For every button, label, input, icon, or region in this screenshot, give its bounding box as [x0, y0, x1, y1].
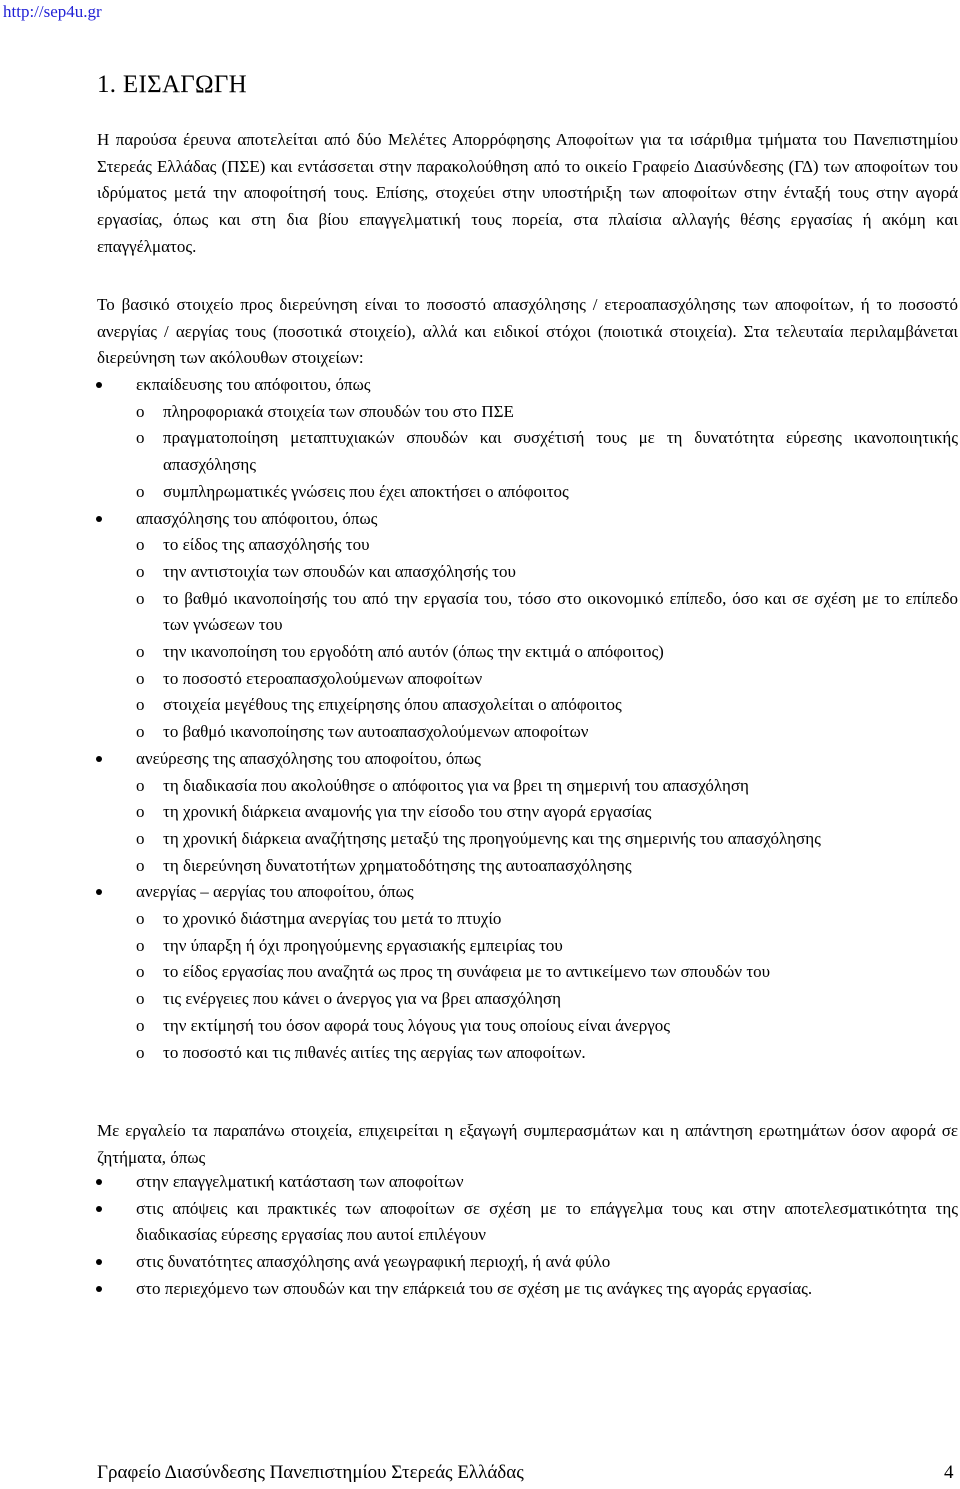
sub-item-text: τις ενέργειες που κάνει ο άνεργος για να βρει απασχόληση: [163, 989, 562, 1009]
source-link[interactable]: http://sep4u.gr: [3, 2, 102, 21]
page-number: 4: [944, 1462, 954, 1483]
bullet-item-text: στην επαγγελματική κατάσταση των αποφοίτων: [136, 1172, 464, 1191]
sub-list-item: [0, 853, 958, 880]
sub-list-item: [0, 986, 958, 1013]
sub-bullet-marker: o: [136, 828, 145, 848]
bullet-icon: [96, 516, 102, 522]
list-item: [0, 1196, 958, 1249]
sub-list-item: [0, 692, 958, 719]
sub-bullet-marker: o: [136, 561, 145, 581]
sub-bullet-marker: o: [136, 855, 145, 875]
sub-bullet-marker: o: [136, 935, 145, 955]
sub-list-item: [0, 826, 958, 853]
bullet-item-text: εκπαίδευσης του απόφοιτου, όπως: [136, 375, 371, 394]
sub-list-item: [0, 666, 958, 693]
sub-list-item: [0, 799, 958, 826]
sub-bullet-marker: o: [136, 668, 145, 688]
sub-item-text: το είδος της απασχόλησής του: [163, 535, 370, 555]
paragraph-research-focus: Το βασικό στοιχείο προς διερεύνηση είναι το ποσοστό απασχόλησης / ετεροαπασχόλησης των αποφοίτων, ή το ποσοστό ανεργίας / αεργίας τους (ποσοτικά στοιχείο), αλλά και ειδικοί στόχοι (ποιοτικά στοιχεία). Στα τελευταία περιλαμβάνεται διερεύνηση των ακόλουθων στοιχείων:: [97, 295, 958, 368]
sub-list-item: [0, 586, 958, 639]
sub-bullet-marker: o: [136, 1015, 145, 1035]
sub-item-text: την εκτίμησή του όσον αφορά τους λόγους για τους οποίους είναι άνεργος: [163, 1015, 671, 1035]
sub-item-text: το χρονικό διάστημα ανεργίας του μετά το πτυχίο: [163, 909, 502, 929]
bullet-icon: [96, 1206, 102, 1212]
sub-list-item: [0, 399, 958, 426]
bullet-item-text: ανεργίας – αεργίας του αποφοίτου, όπως: [136, 882, 414, 902]
bullet-item-text: απασχόλησης του απόφοιτου, όπως: [136, 508, 378, 528]
sub-item-text: το ποσοστό ετεροαπασχολούμενων αποφοίτων: [163, 668, 483, 688]
sub-item-text: τη διαδικασία που ακολούθησε ο απόφοιτος για να βρει τη σημερινή του απασχόληση: [163, 775, 749, 795]
sub-bullet-marker: o: [136, 428, 145, 448]
sub-list-item: [0, 906, 958, 933]
bullet-icon: [96, 756, 102, 762]
sub-item-text: την ύπαρξη ή όχι προηγούμενης εργασιακής εμπειρίας του: [163, 935, 563, 955]
sub-item-text: την αντιστοιχία των σπουδών και απασχόλησής του: [163, 561, 516, 581]
list-item: [0, 1249, 958, 1276]
sub-item-text: πληροφοριακά στοιχεία των σπουδών του στο ΠΣΕ: [163, 401, 514, 421]
sub-bullet-marker: o: [136, 588, 145, 608]
sub-bullet-marker: o: [136, 695, 145, 715]
list-item: [0, 372, 958, 399]
list-item: [0, 879, 958, 906]
sub-bullet-marker: o: [136, 775, 145, 795]
sub-bullet-marker: o: [136, 989, 145, 1009]
sub-item-text: την ικανοποίηση του εργοδότη από αυτόν (όπως την εκτιμά ο απόφοιτος): [163, 642, 664, 662]
sub-item-text: συμπληρωματικές γνώσεις που έχει αποκτήσει ο απόφοιτος: [163, 481, 569, 501]
sub-list-item: [0, 1040, 958, 1067]
sub-bullet-marker: o: [136, 962, 145, 982]
bullet-icon: [96, 1179, 102, 1185]
bullet-icon: [96, 382, 102, 388]
bullet-item-text: στο περιεχόμενο των σπουδών και την επάρκειά του σε σχέση με τις ανάγκες της αγοράς εργασίας.: [136, 1278, 813, 1298]
sub-bullet-marker: o: [136, 722, 145, 742]
list-item: [0, 1276, 958, 1303]
list-item: [0, 506, 958, 533]
sub-item-text: τη χρονική διάρκεια αναζήτησης μεταξύ της προηγούμενης και της σημερινής του απασχόλησης: [163, 828, 821, 848]
footer-office-name: Γραφείο Διασύνδεσης Πανεπιστημίου Στερεάς Ελλάδας: [97, 1462, 524, 1483]
list-item: [0, 1169, 958, 1196]
sub-item-text: το ποσοστό και τις πιθανές αιτίες της αεργίας των αποφοίτων.: [163, 1042, 586, 1062]
sub-item-text: τη χρονική διάρκεια αναμονής για την είσοδο του στην αγορά εργασίας: [163, 802, 652, 822]
sub-item-text: τη διερεύνηση δυνατοτήτων χρηματοδότησης της αυτοαπασχόλησης: [163, 855, 632, 875]
paragraph-intro: Η παρούσα έρευνα αποτελείται από δύο Μελέτες Απορρόφησης Αποφοίτων για τα ισάριθμα τμήματα του Πανεπιστημίου Στερεάς Ελλάδας (ΠΣΕ) και εντάσσεται στην παρακολούθηση από το οικείο Γραφείο Διασύνδεσης (ΓΔ) των αποφοίτων του ιδρύματος μετά την αποφοίτησή τους. Επίσης, στοχεύει στην υποστήριξη των αποφοίτων στην ένταξή τους στην αγορά εργασίας, όπως και στη δια βίου επαγγελματική τους πορεία, στα πλαίσια αλλαγής θέσης εργασίας ή ακόμη και επαγγέλματος.: [97, 130, 958, 256]
sub-list-item: [0, 719, 958, 746]
sub-list-item: [0, 559, 958, 586]
bullet-icon: [96, 889, 102, 895]
paragraph-conclusions: Με εργαλείο τα παραπάνω στοιχεία, επιχειρείται η εξαγωγή συμπερασμάτων και η απάντηση ερωτημάτων όσον αφορά σε ζητήματα, όπως: [97, 1121, 958, 1167]
bullet-item-text: στις δυνατότητες απασχόλησης ανά γεωγραφική περιοχή, ή ανά φύλο: [136, 1252, 611, 1272]
sub-list-item: [0, 933, 958, 960]
sub-list-item: [0, 773, 958, 800]
bullet-item-text: ανεύρεσης της απασχόλησης του αποφοίτου, όπως: [136, 748, 481, 768]
bullet-item-text: στις απόψεις και πρακτικές των αποφοίτων σε σχέση με το επάγγελμα τους και στην αποτελεσματικότητα της διαδικασίας εύρεσης εργασίας που αυτοί επιλέγουν: [136, 1198, 958, 1245]
bullet-icon: [96, 1259, 102, 1265]
sub-bullet-marker: o: [136, 481, 145, 501]
bullet-icon: [96, 1286, 102, 1292]
sub-bullet-marker: o: [136, 401, 145, 421]
sub-item-text: το βαθμό ικανοποίησής του από την εργασία του, τόσο στο οικονομικό επίπεδο, όσο και σε σχέση με το επίπεδο των γνώσεων του: [163, 588, 958, 635]
conclusion-topics-list: [0, 1169, 960, 1303]
sub-item-text: στοιχεία μεγέθους της επιχείρησης όπου απασχολείται ο απόφοιτος: [163, 695, 622, 715]
sub-list-item: [0, 639, 958, 666]
sub-list-item: [0, 532, 958, 559]
sub-bullet-marker: o: [136, 535, 145, 555]
sub-item-text: το είδος εργασίας που αναζητά ως προς τη συνάφεια με το αντικείμενο των σπουδών του: [163, 962, 771, 982]
sub-bullet-marker: o: [136, 909, 145, 929]
sub-item-text: πραγματοποίηση μεταπτυχιακών σπουδών και συσχέτισή τους με τη δυνατότητα εύρεσης ικανοποιητικής απασχόλησης: [163, 428, 958, 475]
sub-bullet-marker: o: [136, 802, 145, 822]
sub-list-item: [0, 479, 958, 506]
research-elements-list: [0, 372, 960, 1066]
sub-bullet-marker: o: [136, 1042, 145, 1062]
sub-list-item: [0, 425, 958, 478]
sub-list-item: [0, 959, 958, 986]
sub-list-item: [0, 1013, 958, 1040]
sub-item-text: το βαθμό ικανοποίησης των αυτοαπασχολούμενων αποφοίτων: [163, 722, 589, 742]
section-heading: 1. ΕΙΣΑΓΩΓΗ: [97, 71, 248, 98]
sub-bullet-marker: o: [136, 642, 145, 662]
list-item: [0, 746, 958, 773]
